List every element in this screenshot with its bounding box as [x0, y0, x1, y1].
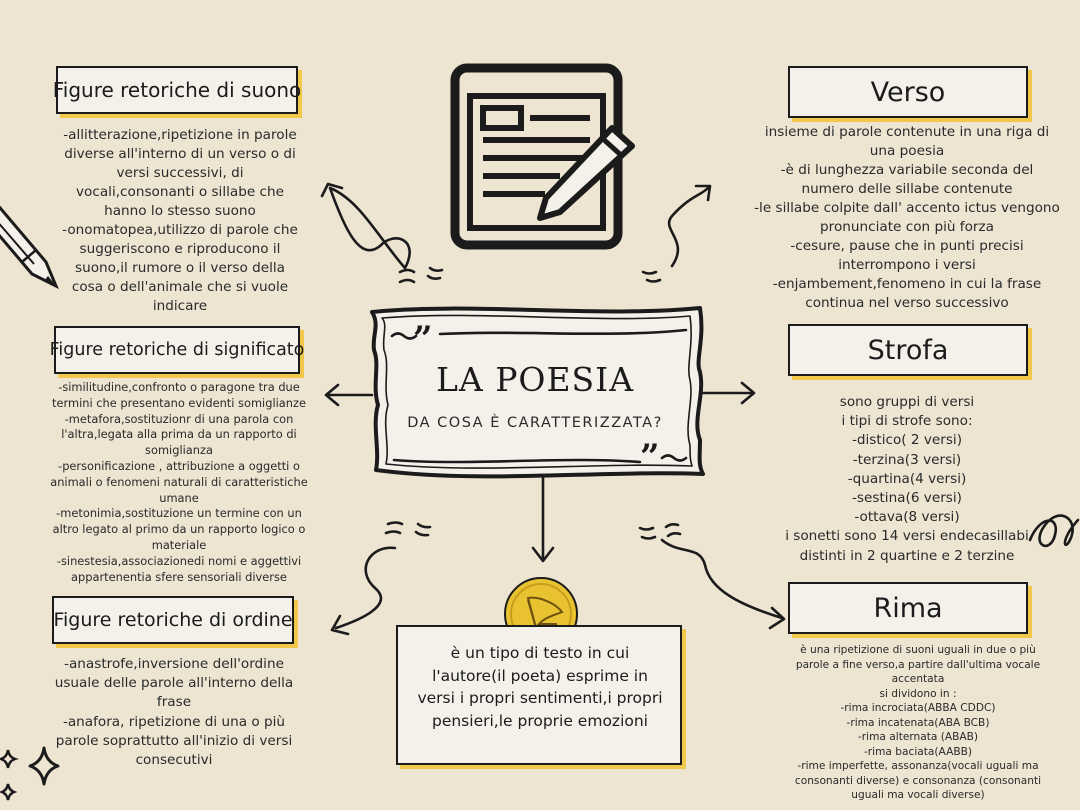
center-title: LA POESIA [435, 360, 635, 399]
body-rima: è una ripetizione di suoni uguali in due o più parole a fine verso,a partire dall'ultima vocale accentata si dividono in : -rima incrociata(ABBA CDDC) -rima incatenata(ABA BCB) -rima alternata (ABAB) -rima baciata(AABB) -rime imperfette, assonanza(vocali uguali ma consonanti diverse) e consonanza (consonanti uguali ma vocali diverse) [794, 644, 1042, 801]
svg-text:”: ” [640, 437, 660, 477]
title-figure-ordine: Figure retoriche di ordine [52, 596, 294, 644]
title-verso: Verso [788, 66, 1028, 118]
center-subtitle: DA COSA È CARATTERIZZATA? [407, 415, 663, 431]
body-figure-suono: -allitterazione,ripetizione in parole diverse all'interno di un verso o di versi successivi, di vocali,consonanti o sillabe che hanno lo stesso suono -onomatopea,utilizzo di parole che suggeriscono e riproducono il suono,il rumore o il verso della cosa o dell'animale che si vuole indicare [62, 127, 298, 314]
title-figure-suono: Figure retoriche di suono [56, 66, 298, 114]
body-figure-ordine: -anastrofe,inversione dell'ordine usuale delle parole all'interno della frase -anafora, ripetizione di una o più parole soprattutto all'inizio di versi consecutivi [54, 656, 294, 769]
definition-text: è un tipo di testo in cui l'autore(il poeta) esprime in versi i propri sentimenti,i propri pensieri,le proprie emozioni [417, 644, 663, 730]
body-verso: insieme di parole contenute in una riga di una poesia -è di lunghezza variabile seconda del numero delle sillabe contenute -le sillabe colpite dall' accento ictus vengono pronunciate con più forza -cesure, pause che in punti precisi interrompono i versi -enjambement,fenomeno in cui la frase continua nel verso successivo [754, 124, 1060, 311]
title-figure-significato: Figure retoriche di significato [54, 326, 300, 374]
document-pencil-icon [455, 68, 632, 245]
body-figure-significato: -similitudine,confronto o paragone tra due termini che presentano evidenti somiglianze -metafora,sostituzionr di una parola con l'altra,legata alla prima da un rapporto di somiglianza -personificazione , attribuzione a oggetti o animali o fenomeni naturali di caratteristiche umane -metonimia,sostituzione un termine con un altro legato al primo da un rapporto logico o materiale -sinestesia,associazionedi nomi e aggettivi appartenentia sfere sensoriali diverse [50, 380, 308, 584]
title-rima: Rima [788, 582, 1028, 634]
svg-text:”: ” [413, 319, 433, 359]
body-strofa: sono gruppi di versi i tipi di strofe sono: -distico( 2 versi) -terzina(3 versi) -quartina(4 versi) -sestina(6 versi) -ottava(8 versi) i sonetti sono 14 versi endecasillabi distinti in 2 quartine e 2 terzine [785, 394, 1029, 564]
title-strofa: Strofa [788, 324, 1028, 376]
